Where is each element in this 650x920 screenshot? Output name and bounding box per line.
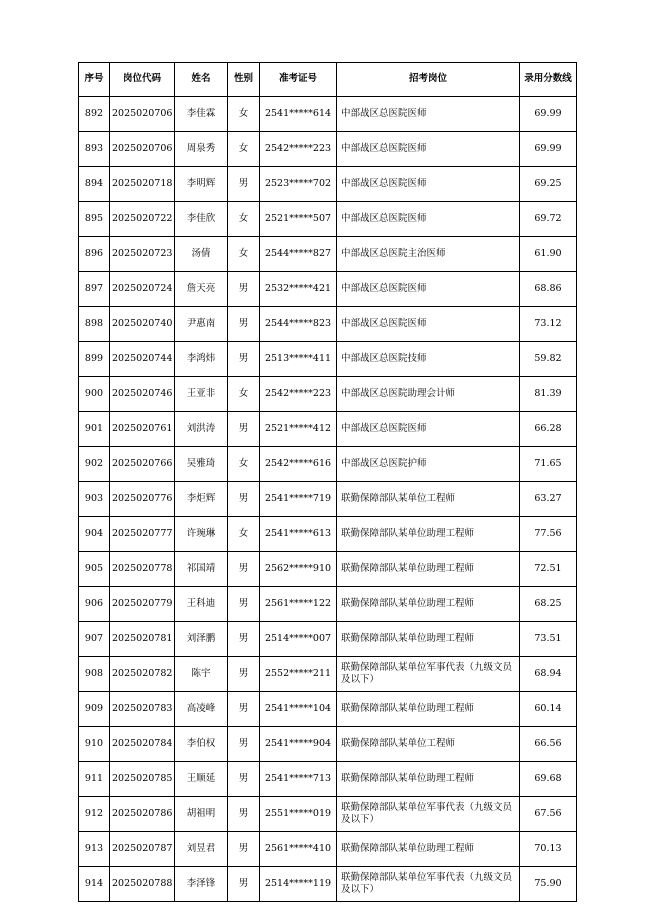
table-row	[79, 552, 577, 587]
cell-ticket: 2514*****007	[260, 622, 337, 657]
table-row	[79, 657, 577, 692]
table-row	[79, 237, 577, 272]
cell-name: 许琬琳	[175, 517, 228, 552]
cell-score: 75.90	[520, 867, 577, 902]
table-row	[79, 167, 577, 202]
cell-name: 李佳欣	[175, 202, 228, 237]
column-header-position: 招考岗位	[337, 63, 520, 97]
cell-position: 中部战区总医院医师	[337, 412, 520, 447]
cell-score: 67.56	[520, 797, 577, 832]
table-row	[79, 482, 577, 517]
cell-code: 2025020744	[110, 342, 175, 377]
cell-score: 69.99	[520, 132, 577, 167]
cell-position: 联勤保障部队某单位助理工程师	[337, 692, 520, 727]
cell-index: 909	[79, 692, 110, 727]
cell-ticket: 2542*****223	[260, 132, 337, 167]
cell-gender: 男	[228, 832, 260, 867]
cell-code: 2025020761	[110, 412, 175, 447]
cell-name: 尹惠南	[175, 307, 228, 342]
cell-index: 908	[79, 657, 110, 692]
cell-position: 联勤保障部队某单位军事代表（九级文员及以下）	[337, 867, 520, 902]
cell-name: 吴雅琦	[175, 447, 228, 482]
cell-name: 詹天亮	[175, 272, 228, 307]
table-body	[79, 97, 577, 902]
cell-index: 898	[79, 307, 110, 342]
cell-ticket: 2521*****412	[260, 412, 337, 447]
cell-code: 2025020740	[110, 307, 175, 342]
cell-position: 联勤保障部队某单位助理工程师	[337, 762, 520, 797]
cell-ticket: 2521*****507	[260, 202, 337, 237]
cell-score: 63.27	[520, 482, 577, 517]
cell-score: 66.56	[520, 727, 577, 762]
cell-position: 中部战区总医院护师	[337, 447, 520, 482]
cell-score: 77.56	[520, 517, 577, 552]
cell-index: 912	[79, 797, 110, 832]
cell-index: 900	[79, 377, 110, 412]
cell-gender: 男	[228, 167, 260, 202]
cell-position: 中部战区总医院医师	[337, 97, 520, 132]
table-row	[79, 272, 577, 307]
cell-score: 72.51	[520, 552, 577, 587]
cell-score: 68.86	[520, 272, 577, 307]
cell-position: 联勤保障部队某单位助理工程师	[337, 552, 520, 587]
cell-index: 903	[79, 482, 110, 517]
cell-index: 896	[79, 237, 110, 272]
cell-score: 60.14	[520, 692, 577, 727]
cell-position: 中部战区总医院技师	[337, 342, 520, 377]
cell-ticket: 2544*****823	[260, 307, 337, 342]
cell-code: 2025020706	[110, 97, 175, 132]
cell-position: 中部战区总医院医师	[337, 132, 520, 167]
cell-code: 2025020724	[110, 272, 175, 307]
cell-position: 中部战区总医院主治医师	[337, 237, 520, 272]
cell-gender: 男	[228, 657, 260, 692]
cell-code: 2025020766	[110, 447, 175, 482]
column-header-index: 序号	[79, 63, 110, 97]
cell-index: 899	[79, 342, 110, 377]
cell-position: 中部战区总医院医师	[337, 307, 520, 342]
cell-ticket: 2562*****910	[260, 552, 337, 587]
cell-code: 2025020786	[110, 797, 175, 832]
cell-name: 李伯权	[175, 727, 228, 762]
cell-score: 69.25	[520, 167, 577, 202]
cell-score: 68.25	[520, 587, 577, 622]
cell-code: 2025020776	[110, 482, 175, 517]
table-row	[79, 867, 577, 902]
cell-index: 895	[79, 202, 110, 237]
cell-name: 祁国靖	[175, 552, 228, 587]
cell-index: 914	[79, 867, 110, 902]
cell-name: 陈宇	[175, 657, 228, 692]
cell-gender: 男	[228, 272, 260, 307]
cell-gender: 女	[228, 447, 260, 482]
cell-code: 2025020706	[110, 132, 175, 167]
cell-gender: 男	[228, 692, 260, 727]
cell-gender: 女	[228, 517, 260, 552]
column-header-code: 岗位代码	[110, 63, 175, 97]
cell-ticket: 2561*****410	[260, 832, 337, 867]
cell-code: 2025020784	[110, 727, 175, 762]
cell-ticket: 2541*****713	[260, 762, 337, 797]
cell-ticket: 2541*****719	[260, 482, 337, 517]
cell-gender: 男	[228, 727, 260, 762]
cell-gender: 男	[228, 797, 260, 832]
cell-index: 906	[79, 587, 110, 622]
cell-index: 901	[79, 412, 110, 447]
cell-name: 李佳霖	[175, 97, 228, 132]
cell-score: 59.82	[520, 342, 577, 377]
cell-ticket: 2542*****616	[260, 447, 337, 482]
cell-score: 61.90	[520, 237, 577, 272]
cell-name: 刘昱君	[175, 832, 228, 867]
cell-score: 73.51	[520, 622, 577, 657]
cell-ticket: 2544*****827	[260, 237, 337, 272]
cell-position: 中部战区总医院医师	[337, 202, 520, 237]
cell-ticket: 2541*****614	[260, 97, 337, 132]
cell-name: 周泉秀	[175, 132, 228, 167]
cell-code: 2025020779	[110, 587, 175, 622]
cell-name: 王科迪	[175, 587, 228, 622]
cell-gender: 女	[228, 97, 260, 132]
cell-index: 907	[79, 622, 110, 657]
table-row	[79, 412, 577, 447]
cell-code: 2025020778	[110, 552, 175, 587]
cell-name: 刘泽鹏	[175, 622, 228, 657]
cell-gender: 男	[228, 622, 260, 657]
cell-index: 902	[79, 447, 110, 482]
table-row	[79, 202, 577, 237]
table-row	[79, 97, 577, 132]
cell-score: 69.72	[520, 202, 577, 237]
table-row	[79, 517, 577, 552]
cell-gender: 女	[228, 377, 260, 412]
cell-code: 2025020777	[110, 517, 175, 552]
cell-gender: 女	[228, 237, 260, 272]
cell-gender: 男	[228, 307, 260, 342]
cell-position: 联勤保障部队某单位工程师	[337, 482, 520, 517]
cell-ticket: 2513*****411	[260, 342, 337, 377]
cell-gender: 女	[228, 202, 260, 237]
cell-position: 联勤保障部队某单位军事代表（九级文员及以下）	[337, 657, 520, 692]
cell-score: 66.28	[520, 412, 577, 447]
cell-ticket: 2541*****613	[260, 517, 337, 552]
cell-ticket: 2551*****019	[260, 797, 337, 832]
column-header-score: 录用分数线	[520, 63, 577, 97]
cell-position: 联勤保障部队某单位助理工程师	[337, 622, 520, 657]
cell-code: 2025020782	[110, 657, 175, 692]
column-header-gender: 性别	[228, 63, 260, 97]
cell-ticket: 2514*****119	[260, 867, 337, 902]
cell-position: 中部战区总医院医师	[337, 272, 520, 307]
table-row	[79, 447, 577, 482]
table-row	[79, 342, 577, 377]
cell-ticket: 2523*****702	[260, 167, 337, 202]
cell-gender: 男	[228, 412, 260, 447]
cell-index: 910	[79, 727, 110, 762]
cell-name: 李鸿炜	[175, 342, 228, 377]
cell-score: 69.68	[520, 762, 577, 797]
cell-gender: 男	[228, 587, 260, 622]
cell-code: 2025020722	[110, 202, 175, 237]
table-row	[79, 377, 577, 412]
cell-code: 2025020718	[110, 167, 175, 202]
cell-gender: 男	[228, 482, 260, 517]
table-row	[79, 797, 577, 832]
cell-position: 联勤保障部队某单位助理工程师	[337, 587, 520, 622]
cell-index: 911	[79, 762, 110, 797]
cell-ticket: 2532*****421	[260, 272, 337, 307]
cell-ticket: 2541*****104	[260, 692, 337, 727]
cell-position: 联勤保障部队某单位助理工程师	[337, 517, 520, 552]
cell-position: 中部战区总医院医师	[337, 167, 520, 202]
table-row	[79, 307, 577, 342]
cell-score: 68.94	[520, 657, 577, 692]
cell-name: 高凌峰	[175, 692, 228, 727]
cell-gender: 男	[228, 552, 260, 587]
cell-position: 联勤保障部队某单位助理工程师	[337, 832, 520, 867]
cell-ticket: 2561*****122	[260, 587, 337, 622]
cell-code: 2025020783	[110, 692, 175, 727]
cell-index: 897	[79, 272, 110, 307]
recruitment-score-table	[78, 62, 577, 902]
cell-index: 904	[79, 517, 110, 552]
cell-name: 王亚非	[175, 377, 228, 412]
cell-position: 联勤保障部队某单位工程师	[337, 727, 520, 762]
cell-name: 李泽锋	[175, 867, 228, 902]
cell-code: 2025020785	[110, 762, 175, 797]
column-header-ticket: 准考证号	[260, 63, 337, 97]
cell-code: 2025020746	[110, 377, 175, 412]
cell-name: 胡祖明	[175, 797, 228, 832]
table-row	[79, 727, 577, 762]
cell-position: 联勤保障部队某单位军事代表（九级文员及以下）	[337, 797, 520, 832]
table-row	[79, 832, 577, 867]
cell-score: 70.13	[520, 832, 577, 867]
cell-index: 905	[79, 552, 110, 587]
cell-index: 893	[79, 132, 110, 167]
cell-code: 2025020788	[110, 867, 175, 902]
cell-score: 69.99	[520, 97, 577, 132]
cell-gender: 女	[228, 132, 260, 167]
cell-name: 汤倩	[175, 237, 228, 272]
cell-score: 73.12	[520, 307, 577, 342]
cell-code: 2025020787	[110, 832, 175, 867]
column-header-name: 姓名	[175, 63, 228, 97]
cell-score: 71.65	[520, 447, 577, 482]
cell-ticket: 2542*****223	[260, 377, 337, 412]
table-row	[79, 132, 577, 167]
cell-name: 李明辉	[175, 167, 228, 202]
cell-name: 王顺延	[175, 762, 228, 797]
cell-code: 2025020723	[110, 237, 175, 272]
cell-ticket: 2541*****904	[260, 727, 337, 762]
table-row	[79, 762, 577, 797]
cell-name: 刘洪涛	[175, 412, 228, 447]
cell-gender: 男	[228, 867, 260, 902]
cell-code: 2025020781	[110, 622, 175, 657]
cell-index: 894	[79, 167, 110, 202]
cell-name: 李炬辉	[175, 482, 228, 517]
cell-score: 81.39	[520, 377, 577, 412]
cell-ticket: 2552*****211	[260, 657, 337, 692]
cell-index: 892	[79, 97, 110, 132]
table-row	[79, 692, 577, 727]
table-row	[79, 622, 577, 657]
cell-index: 913	[79, 832, 110, 867]
cell-position: 中部战区总医院助理会计师	[337, 377, 520, 412]
cell-gender: 男	[228, 762, 260, 797]
cell-gender: 男	[228, 342, 260, 377]
header-row	[79, 63, 577, 97]
table-row	[79, 587, 577, 622]
